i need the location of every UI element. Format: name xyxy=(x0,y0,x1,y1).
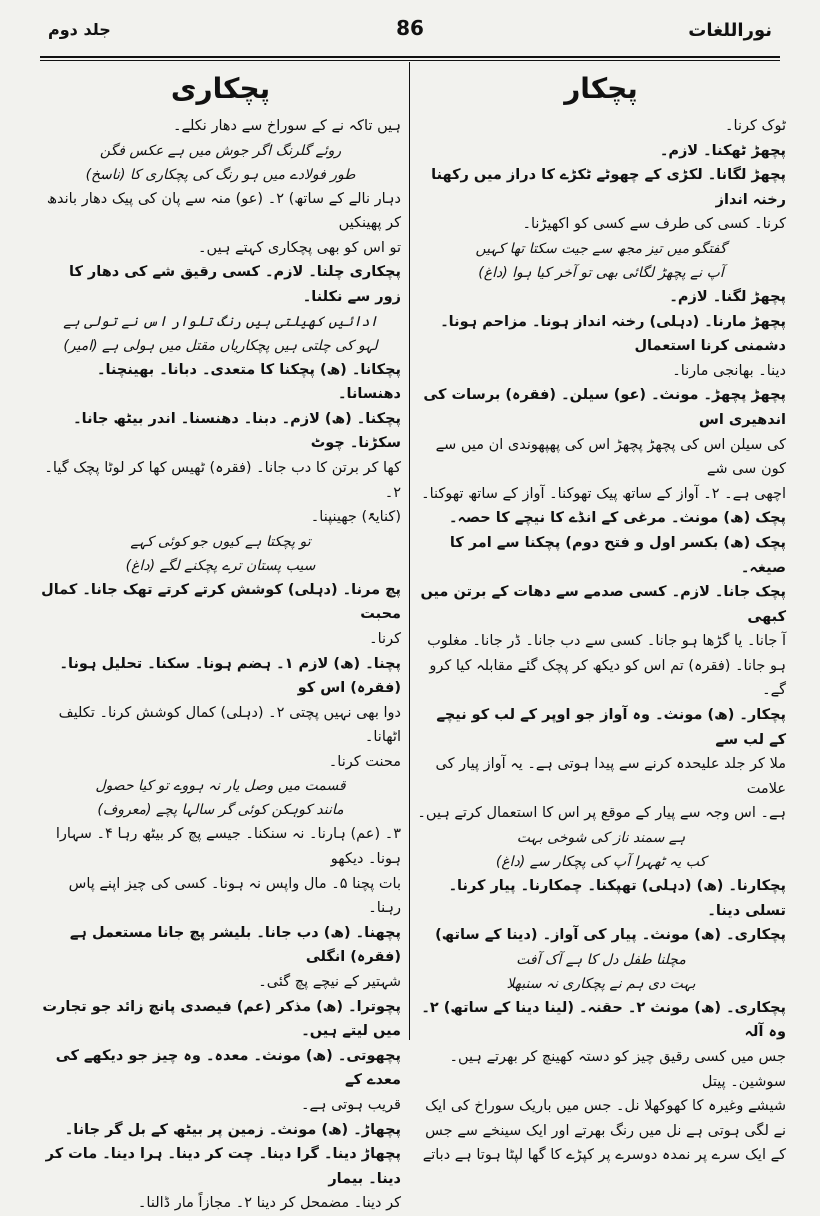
verse-line: قسمت میں وصل یار نہ ہووے تو کیا حصول xyxy=(95,778,346,795)
entry-headword-line: پچھڑ پچھڑ۔ مونث۔ (عو) سیلن۔ (فقرہ) برسات کی اندھیری اس xyxy=(423,387,786,428)
entry-line: کرنا۔ کسی کی طرف سے کسی کو اکھیڑنا۔ xyxy=(522,216,786,233)
entry-line: نے لگی ہوتی ہے نل میں رنگ بھرتے اور ایک سینخے سے جس xyxy=(425,1122,786,1139)
verse-line: طور فولادے میں ہو رنگ کی پچکاری کا (ناسخ) xyxy=(85,166,356,183)
entry-headword-line: پچکار۔ (ھ) مونث۔ وہ آواز جو اوپر کے لب کو نیچے کے لب سے xyxy=(436,707,786,748)
entry-headword-line: پچکنا۔ (ھ) لازم۔ دبنا۔ دھنسنا۔ اندر بیٹھ جانا۔ سکڑنا۔ چوٹ xyxy=(73,410,401,452)
left-column-entries xyxy=(40,114,401,1216)
entry-line: کر دینا۔ مضمحل کر دینا ۲۔ مجازاً مار ڈالنا۔ xyxy=(137,1195,401,1212)
right-column xyxy=(416,70,786,1164)
entry-line: کی سیلن اس کی پچھڑ پچھڑ اس کی پھپھوندی ان میں سے کون سی شے xyxy=(435,436,786,478)
header-rule-thin xyxy=(40,60,780,61)
entry-line: ہیں تاکہ نے کے سوراخ سے دھار نکلے۔ xyxy=(173,118,401,134)
verse-line: ہے سمند ناز کی شوخی بہت xyxy=(516,830,686,847)
entry-line: قریب ہوتی ہے۔ xyxy=(300,1097,401,1113)
entry-line: ملا کر جلد علیحدہ کرنے سے پیدا ہوتی ہے۔ یہ آواز پیار کی علامت xyxy=(435,756,786,797)
entry-headword-line: پچھاڑ دینا۔ گرا دینا۔ چت کر دینا۔ ہرا دینا۔ مات کر دینا۔ بیمار xyxy=(45,1146,401,1187)
verse-line: مانند کوہکن کوئی گر سالہا پچے (معروف) xyxy=(97,802,344,819)
entry-line: ٹوک کرنا۔ xyxy=(725,118,786,134)
verse-line: ادائیں کھیلتی ہیں رنگ تلوار اس نے تولی ہے xyxy=(63,313,378,330)
entry-headword-line: پچکانا۔ (ھ) پچکنا کا متعدی۔ دبانا۔ بھینچنا۔ دھنسانا۔ xyxy=(97,361,401,403)
verse-line: روئے گلرنگ اگر جوش میں ہے عکس فگن xyxy=(99,142,342,159)
header-rule xyxy=(40,56,780,58)
entry-headword-line: پچکارنا۔ (ھ) (دہلی) تھپکنا۔ چمکارنا۔ پیار کرنا۔ تسلی دینا۔ xyxy=(448,878,786,919)
entry-headword-line: پچک جانا۔ لازم۔ کسی صدمے سے دھات کے برتن میں کبھی xyxy=(420,584,786,625)
entry-line: محنت کرنا۔ xyxy=(328,753,401,770)
verse-line: تو پچکتا ہے کیوں جو کوئی کہے xyxy=(130,533,311,550)
book-title: نوراللغات xyxy=(688,20,772,41)
entry-line: بات پچنا ۵۔ مال واپس نہ ہونا۔ کسی کی چیز اپنے پاس رہنا۔ xyxy=(68,875,401,917)
entry-headword-line: پچکاری۔ (ھ) مونث۔ پیار کی آواز۔ (دینا کے ساتھ) xyxy=(435,927,786,944)
entry-line: ہو جانا۔ (فقرہ) تم اس کو دیکھ کر پچک گئے مقابلہ کیا کرو گے۔ xyxy=(429,657,786,699)
verse-line: آپ نے پچھڑ لگائی بھی تو آخر کیا ہوا (داغ) xyxy=(478,264,724,281)
entry-headword-line: پچھنا۔ (ھ) دب جانا۔ بلیشر پچ جانا مستعمل ہے (فقرہ) انگلی xyxy=(69,924,401,966)
entry-headword-line: پچنا۔ (ھ) لازم ۱۔ ہضم ہونا۔ سکنا۔ تحلیل ہونا۔ (فقرہ) اس کو xyxy=(59,655,401,697)
right-column-headword: پچکار xyxy=(564,72,638,105)
entry-line: اچھی ہے۔ ۲۔ آواز کے ساتھ پیک تھوکنا۔ آواز کے ساتھ تھوکنا۔ xyxy=(421,485,786,502)
volume-label: جلد دوم xyxy=(48,20,111,39)
verse-line: بہت دی ہم نے پچکاری نہ سنبھلا xyxy=(506,975,696,992)
entry-line: دہار نالے کے ساتھ) ۲۔ (عو) منہ سے پان کی پیک دھار باندھ کر پھینکیں xyxy=(46,190,401,232)
entry-line: کھا کر برتن کا دب جانا۔ (فقرہ) ٹھیس کھا کر لوٹا پچک گیا۔ ۲۔ xyxy=(44,459,401,501)
entry-headword-line: پچوترا۔ (ھ) مذکر (عم) فیصدی پانچ زائد جو تجارت میں لیتے ہیں۔ xyxy=(42,998,401,1040)
entry-line: کے ایک سرے پر نمدہ دوسرے پر کپڑے کا گھا لپٹا ہوتا ہے دباتے xyxy=(422,1147,786,1164)
entry-line: تو اس کو بھی پچکاری کہتے ہیں۔ xyxy=(198,239,401,256)
page-number: 86 xyxy=(396,16,424,40)
entry-headword-line: پچک (ھ) مونث۔ مرغی کے انڈے کا نیچے کا حصہ۔ xyxy=(449,510,786,527)
column-divider xyxy=(409,62,410,1040)
entry-line: دوا بھی نہیں پچتی ۲۔ (دہلی) کمال کوشش کرنا۔ تکلیف اٹھانا۔ xyxy=(58,704,401,746)
entry-line: شہتیر کے نیچے پچ گئی۔ xyxy=(258,974,401,991)
entry-headword-line: پچھوتی۔ (ھ) مونث۔ معدہ۔ وہ چیز جو دیکھے کی معدے کے xyxy=(55,1047,401,1089)
verse-line: گفتگو میں تیز مجھ سے جیت سکتا تھا کہیں xyxy=(475,240,727,257)
entry-headword-line: پچکاری چلنا۔ لازم۔ کسی رقیق شے کی دھار کا زور سے نکلنا۔ xyxy=(69,264,401,305)
entry-headword-line: پچھڑ مارنا۔ (دہلی) رخنہ انداز ہونا۔ مزاحم ہونا۔ دشمنی کرنا استعمال xyxy=(440,313,786,355)
entry-headword-line: پچھڑ لگنا۔ لازم۔ xyxy=(669,288,786,305)
entry-line: شیشے وغیرہ کا کھوکھلا نل۔ جس میں باریک سوراخ کی ایک xyxy=(425,1098,786,1115)
page-header xyxy=(40,12,780,48)
left-column-headword: پچکاری xyxy=(170,72,271,105)
entry-headword-line: پچ مرنا۔ (دہلی) کوشش کرتے کرتے تھک جانا۔ کمال محبت xyxy=(41,581,401,623)
entry-line: ہے۔ اس وجہ سے پیار کے موقع پر اس کا استعمال کرتے ہیں۔ xyxy=(417,805,786,822)
verse-line: لہو کی چلتی ہیں پچکاریاں مقتل میں ہولی ہے (امیر) xyxy=(63,337,378,354)
entry-line: دینا۔ بھانجی مارنا۔ xyxy=(672,362,786,379)
verse-line: مچلنا طفل دل کا ہے آک آفت xyxy=(516,951,686,968)
entry-line: (کنایۃً) جھینپنا۔ xyxy=(310,509,401,526)
verse-line: کب یہ ٹھہرا آپ کی پچکار سے (داغ) xyxy=(495,854,707,871)
entry-headword-line: پچھاڑ۔ (ھ) مونث۔ زمین پر بیٹھ کے بل گر جانا۔ xyxy=(64,1121,401,1138)
right-column-entries xyxy=(416,114,786,1168)
entry-line: جس میں کسی رقیق چیز کو دستہ کھینچ کر بھرتے ہیں۔ سوشین۔ پیتل xyxy=(449,1049,786,1090)
entry-line: ۳۔ (عم) ہارنا۔ نہ سنکنا۔ جیسے پچ کر بیٹھ رہا ۴۔ سہارا ہونا۔ دیکھو xyxy=(55,826,401,868)
entry-headword-line: پچکاری۔ (ھ) مونث ۲۔ حقنہ۔ (لینا دینا کے ساتھ) ۲۔ وہ آلہ xyxy=(421,999,786,1041)
verse-line: سیب پستان ترے پچکنے لگے (داغ) xyxy=(125,557,316,574)
entry-headword-line: پچک (ھ) بکسر اول و فتح دوم) پچکنا سے امر کا صیغہ۔ xyxy=(449,534,786,576)
entry-headword-line: پچھڑ ٹھکنا۔ لازم۔ xyxy=(659,142,786,159)
entry-headword-line: پچھڑ لگانا۔ لکڑی کے چھوٹے ٹکڑے کا دراز میں رکھنا رخنہ انداز xyxy=(431,167,786,208)
entry-line: کرنا۔ xyxy=(369,630,401,647)
entry-line: آ جانا۔ یا گڑھا ہو جانا۔ کسی سے دب جانا۔ ڈر جانا۔ مغلوب xyxy=(427,633,786,650)
left-column xyxy=(40,70,401,1212)
